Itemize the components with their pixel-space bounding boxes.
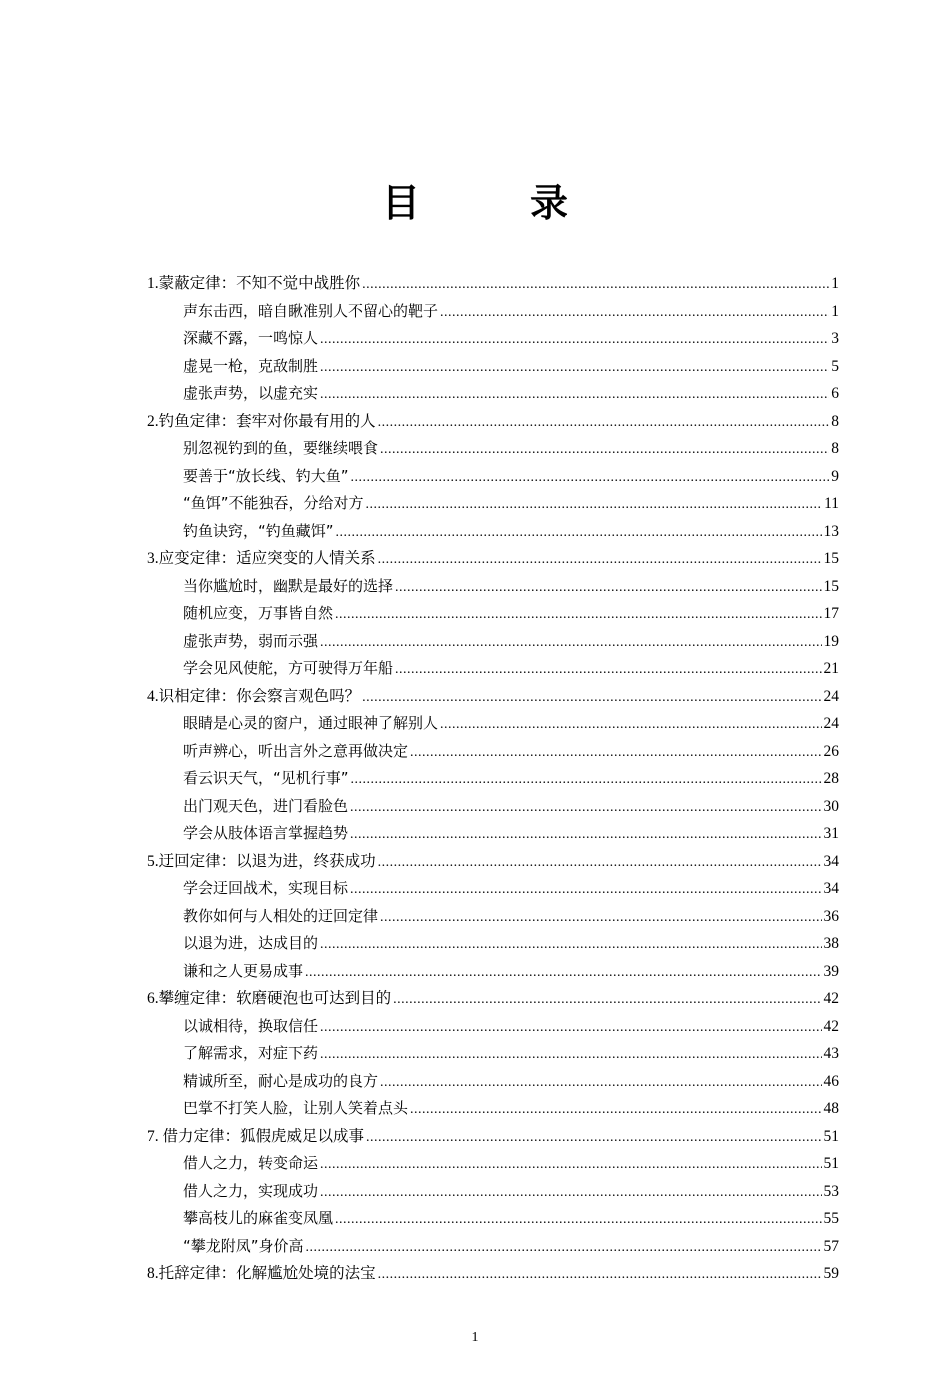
toc-dot-leader [380,904,821,932]
toc-dot-leader [440,711,821,739]
toc-entry-title: 6.攀缠定律：软磨硬泡也可达到目的 [147,990,392,1007]
toc-section-entry [147,325,839,353]
toc-page-number: 34 [823,880,839,897]
toc-section-entry [147,765,839,793]
toc-section-entry [147,793,839,821]
toc-section-entry [147,1205,839,1233]
toc-page-number: 21 [823,660,839,677]
toc-page-number: 26 [823,742,839,760]
toc-page-number: 15 [823,577,839,595]
toc-dot-leader [351,766,822,794]
toc-page-number: 34 [823,852,839,870]
toc-section-entry [147,958,839,986]
toc-entry-title: 1.蒙蔽定律：不知不觉中战胜你 [147,275,361,292]
toc-entry-title: 巴掌不打笑人脸，让别人笑着点头 [183,1099,409,1117]
toc-dot-leader [366,491,823,519]
toc-section-entry [147,1150,839,1178]
toc-entry-title: 眼睛是心灵的窗户，通过眼神了解别人 [183,714,439,732]
toc-entry-title: 学会迂回战术，实现目标 [183,879,349,897]
toc-section-entry [147,353,839,381]
toc-section-entry [147,1095,839,1123]
toc-entry-title: 学会见风使舵，方可驶得万年船 [183,659,394,677]
toc-section-entry [147,710,839,738]
toc-page-number: 9 [831,467,839,485]
toc-entry-title: “攀龙附凤”身价高 [183,1236,304,1255]
toc-entry-title: 声东击西，暗自瞅准别人不留心的靶子 [183,301,439,320]
toc-entry-title: 以诚相待，换取信任 [183,1016,319,1035]
toc-page-number: 51 [823,1127,839,1145]
toc-entry-title: “鱼饵”不能独吞，分给对方 [183,494,364,512]
toc-dot-leader [393,986,821,1014]
toc-dot-leader [320,381,829,409]
toc-dot-leader [378,1261,822,1289]
toc-entry-title: 了解需求，对症下药 [183,1044,319,1062]
toc-chapter-entry [147,985,839,1013]
toc-page-number: 30 [823,797,839,815]
toc-dot-leader [306,1234,822,1262]
toc-dot-leader [378,546,822,574]
toc-dot-leader [380,436,829,464]
toc-entry-title: 当你尴尬时，幽默是最好的选择 [183,576,394,595]
toc-section-entry [147,298,839,326]
toc-dot-leader [305,959,821,987]
toc-dot-leader [362,684,821,712]
toc-dot-leader [336,519,822,547]
toc-entry-title: 要善于“放长线、钓大鱼” [183,466,349,485]
toc-dot-leader [320,1151,821,1179]
toc-dot-leader [320,1014,821,1042]
toc-entry-title: 以退为进，达成目的 [183,934,319,952]
toc-entry-title: 钓鱼诀窍，“钓鱼藏饵” [183,521,334,540]
toc-entry-title: 谦和之人更易成事 [183,961,304,980]
toc-page-number: 42 [823,990,839,1007]
toc-dot-leader [395,574,821,602]
toc-page-number: 57 [823,1237,839,1255]
toc-section-entry [147,1068,839,1096]
toc-section-entry [147,875,839,903]
table-of-contents [147,270,839,1288]
toc-section-entry [147,1233,839,1261]
toc-dot-leader [366,1124,821,1152]
toc-page-number: 42 [823,1017,839,1035]
toc-entry-title: 听声辨心，听出言外之意再做决定 [183,741,409,760]
toc-page-number: 5 [831,357,839,375]
toc-section-entry [147,435,839,463]
toc-page-number: 17 [823,605,839,622]
toc-dot-leader [410,1096,821,1124]
toc-chapter-entry [147,545,839,573]
toc-entry-title: 出门观天色，进门看脸色 [183,796,349,815]
toc-page-number: 3 [831,330,839,347]
toc-dot-leader [378,409,830,437]
toc-page-number: 38 [823,935,839,952]
toc-entry-title: 7. 借力定律：狐假虎威足以成事 [147,1127,365,1145]
toc-entry-title: 虚晃一枪，克敌制胜 [183,356,319,375]
toc-section-entry [147,1013,839,1041]
toc-entry-title: 虚张声势，以虚充实 [183,384,319,402]
toc-page-number: 48 [823,1100,839,1117]
toc-dot-leader [320,1041,821,1069]
page-number: 1 [471,1330,479,1345]
toc-section-entry [147,518,839,546]
toc-dot-leader [335,601,821,629]
toc-entry-title: 随机应变，万事皆自然 [183,604,334,622]
toc-entry-title: 借人之力，实现成功 [183,1181,319,1200]
toc-dot-leader [350,794,821,822]
toc-dot-leader [410,739,821,767]
toc-section-entry [147,820,839,848]
toc-page-number: 1 [831,275,839,292]
toc-dot-leader [320,629,821,657]
toc-page-number: 19 [823,632,839,650]
toc-page-number: 28 [823,770,839,787]
toc-chapter-entry [147,408,839,436]
toc-chapter-entry [147,1123,839,1151]
toc-entry-title: 借人之力，转变命运 [183,1154,319,1172]
toc-section-entry [147,1178,839,1206]
toc-entry-title: 精诚所至，耐心是成功的良方 [183,1071,379,1090]
toc-page-number: 1 [831,302,839,320]
toc-entry-title: 学会从肢体语言掌握趋势 [183,824,349,842]
toc-page-number: 24 [823,687,839,705]
toc-page-number: 13 [823,522,839,540]
toc-section-entry [147,903,839,931]
toc-section-entry [147,490,839,518]
toc-page-number: 11 [824,495,839,512]
toc-dot-leader [351,464,830,492]
toc-entry-title: 5.迂回定律：以退为进，终获成功 [147,852,376,870]
toc-entry-title: 4.识相定律：你会察言观色吗？ [147,687,361,705]
toc-dot-leader [335,1206,821,1234]
toc-page-number: 53 [823,1182,839,1200]
toc-dot-leader [440,299,829,327]
toc-dot-leader [395,656,821,684]
toc-section-entry [147,573,839,601]
toc-entry-title: 虚张声势，弱而示强 [183,631,319,650]
toc-section-entry [147,738,839,766]
toc-entry-title: 深藏不露，一鸣惊人 [183,329,319,347]
toc-dot-leader [320,354,829,382]
toc-dot-leader [350,821,821,849]
toc-dot-leader [350,876,821,904]
toc-chapter-entry [147,1260,839,1288]
toc-page-number: 59 [823,1265,839,1282]
toc-entry-title: 攀高枝儿的麻雀变凤凰 [183,1209,334,1227]
toc-page-number: 8 [831,412,839,430]
toc-page-number: 36 [823,907,839,925]
toc-chapter-entry [147,683,839,711]
toc-section-entry [147,463,839,491]
toc-section-entry [147,1040,839,1068]
toc-page-number: 46 [823,1072,839,1090]
toc-entry-title: 3.应变定律：适应突变的人情关系 [147,550,376,567]
toc-section-entry [147,628,839,656]
toc-page-number: 43 [823,1045,839,1062]
toc-chapter-entry [147,848,839,876]
toc-page-number: 31 [823,825,839,842]
toc-dot-leader [320,326,829,354]
toc-page-number: 51 [823,1155,839,1172]
toc-entry-title: 8.托辞定律：化解尴尬处境的法宝 [147,1265,376,1282]
toc-page-number: 39 [823,962,839,980]
toc-chapter-entry [147,270,839,298]
toc-entry-title: 看云识天气，“见机行事” [183,769,349,787]
toc-page-number: 55 [823,1210,839,1227]
toc-dot-leader [378,849,822,877]
toc-section-entry [147,600,839,628]
toc-entry-title: 2.钓鱼定律：套牢对你最有用的人 [147,412,376,430]
toc-entry-title: 教你如何与人相处的迂回定律 [183,906,379,925]
toc-page-number: 6 [831,385,839,402]
toc-page-number: 8 [831,440,839,457]
page-title: 目 录 [381,181,604,225]
toc-section-entry [147,930,839,958]
toc-section-entry [147,655,839,683]
toc-page-number: 15 [823,550,839,567]
toc-entry-title: 别忽视钓到的鱼，要继续喂食 [183,439,379,457]
toc-dot-leader [320,1179,821,1207]
toc-dot-leader [320,931,821,959]
toc-page-number: 24 [823,715,839,732]
toc-dot-leader [362,271,829,299]
toc-section-entry [147,380,839,408]
toc-dot-leader [380,1069,821,1097]
